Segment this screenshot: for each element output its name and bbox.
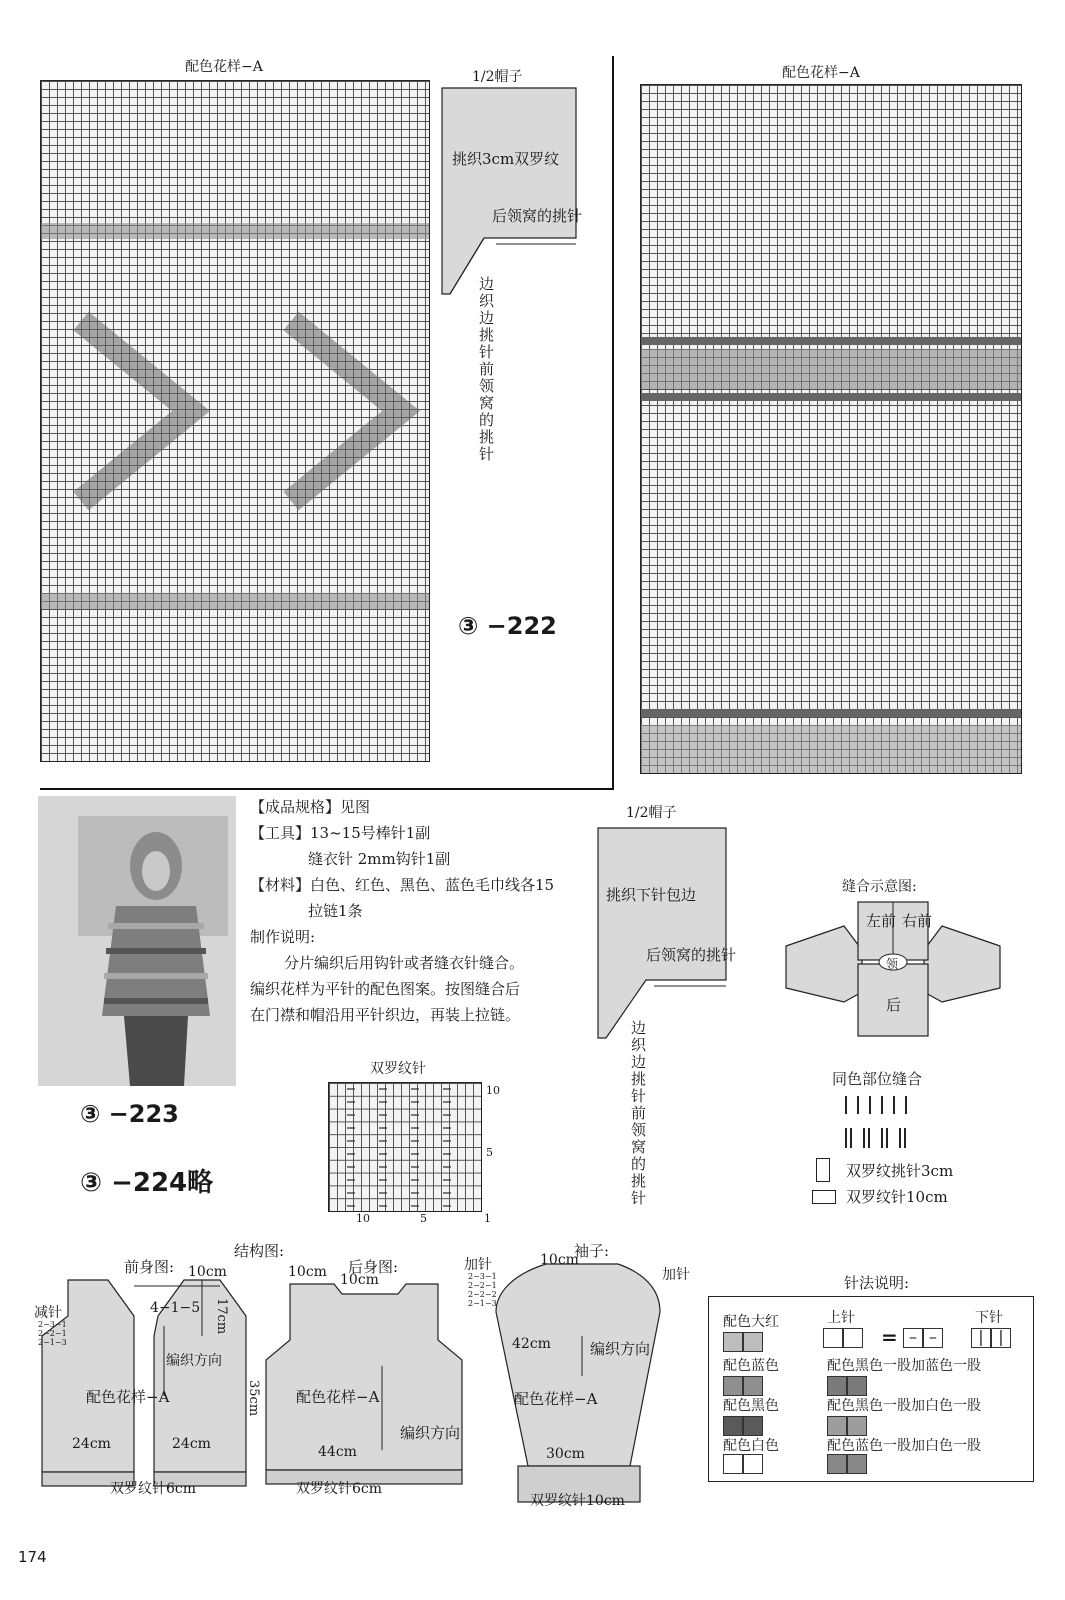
seam-left-front: 左前 <box>866 912 897 930</box>
hood2-label-back: 后领窝的挑针 <box>646 946 737 964</box>
rib-axis-5: 5 <box>420 1212 427 1225</box>
legend-black-white: 配色黑色一股加白色一股 <box>827 1398 981 1414</box>
swatch-buw-b <box>847 1454 867 1474</box>
rib-chart-title: 双罗纹针 <box>370 1061 426 1077</box>
swatch-blue-b <box>743 1376 763 1396</box>
tools-line-2: 缝衣针 2mm钩针1副 <box>308 850 451 868</box>
legend-white-swatch <box>723 1453 763 1474</box>
front-dec: 减针 <box>34 1305 62 1321</box>
sleeve-inc-seq-left <box>468 1272 497 1308</box>
hood-label-side: 边织边挑针前领窝的挑针 <box>477 276 495 463</box>
seam-title: 缝合示意图: <box>842 879 917 895</box>
code-223: ③ −223 <box>80 1100 179 1128</box>
front-neck-w: 10cm <box>188 1264 227 1280</box>
sleeve-rib: 双罗纹针10cm <box>530 1493 625 1509</box>
back-rib: 双罗纹针6cm <box>296 1481 383 1497</box>
legend-blue-white: 配色蓝色一股加白色一股 <box>827 1438 981 1454</box>
seam-neck: 领 <box>886 957 899 971</box>
legend-rib-pick: 双罗纹挑针3cm <box>846 1162 954 1180</box>
swatch-bar-b: | <box>991 1328 1011 1348</box>
front-w-right: 24cm <box>172 1436 211 1452</box>
legend-black-blue-swatch <box>827 1375 867 1396</box>
divider-horizontal <box>40 788 614 790</box>
pattern-left-title: 配色花样−A <box>185 59 263 75</box>
front-neck-h: 17cm <box>214 1298 229 1335</box>
hood-label-back: 后领窝的挑针 <box>492 207 583 225</box>
legend-black-blue: 配色黑色一股加蓝色一股 <box>827 1358 981 1374</box>
legend-blue-white-swatch <box>827 1453 867 1474</box>
pattern-chart-left <box>40 80 430 762</box>
sleeve-top-w: 10cm <box>540 1252 579 1268</box>
legend-box <box>708 1296 1034 1482</box>
swatch-black-a <box>723 1416 743 1436</box>
sleeve-height: 42cm <box>512 1336 551 1352</box>
instructions-line-1: 分片编织后用钩针或者缝衣针缝合。 <box>284 954 525 972</box>
tools-line: 【工具】13~15号棒针1副 <box>250 824 431 842</box>
stripe-5 <box>641 725 1021 773</box>
instructions-title: 制作说明: <box>250 928 316 946</box>
seam-right-front: 右前 <box>902 912 933 930</box>
rib-axis-1: 1 <box>484 1212 491 1225</box>
stripe-2 <box>641 349 1021 389</box>
front-title: 前身图: <box>124 1258 175 1276</box>
swatch-buw-a <box>827 1454 847 1474</box>
legend-blue-swatch <box>723 1375 763 1396</box>
back-neck-a: 10cm <box>288 1264 327 1280</box>
back-height: 35cm <box>246 1380 261 1417</box>
legend-rib-10: 双罗纹针10cm <box>846 1188 948 1206</box>
legend-red-swatch <box>723 1331 763 1352</box>
sleeve-inc-left: 加针 <box>464 1257 492 1273</box>
swatch-white-b <box>743 1454 763 1474</box>
swatch-bb-a <box>827 1376 847 1396</box>
back-width: 44cm <box>318 1444 357 1460</box>
seam-symbols <box>842 1094 922 1152</box>
legend-black: 配色黑色 <box>723 1398 779 1414</box>
instructions-line-3: 在门襟和帽沿用平针织边，再装上拉链。 <box>250 1006 521 1024</box>
structure-title: 结构图: <box>234 1242 285 1260</box>
sleeve-diagram <box>482 1256 682 1510</box>
model-photo <box>38 796 236 1086</box>
swatch-white-a <box>723 1454 743 1474</box>
swatch-knit-b <box>843 1328 863 1348</box>
legend-title: 针法说明: <box>844 1274 910 1292</box>
swatch-dash-b: – <box>923 1328 943 1348</box>
sleeve-direction: 编织方向 <box>590 1340 651 1358</box>
front-dec-seq <box>38 1320 67 1347</box>
pattern-motif-left <box>41 81 429 761</box>
back-title: 后身图: <box>348 1258 399 1276</box>
legend-knit: 上针 <box>827 1310 855 1326</box>
sleeve-inc-seq-l1: 2−3−1 <box>468 1272 497 1281</box>
seam-back: 后 <box>886 996 902 1014</box>
sleeve-width: 30cm <box>546 1446 585 1462</box>
legend-knit-swatch <box>823 1327 863 1348</box>
front-neck-seq: 4−1−5 <box>150 1300 201 1316</box>
front-pattern: 配色花样−A <box>86 1388 170 1406</box>
rib-axis-10: 10 <box>356 1212 370 1225</box>
rib-right-5: 5 <box>486 1146 493 1159</box>
swatch-dash-a: – <box>903 1328 923 1348</box>
back-pattern: 配色花样−A <box>296 1388 380 1406</box>
legend-black-swatch <box>723 1415 763 1436</box>
pattern-right-title: 配色花样−A <box>782 65 860 81</box>
rib-right-10: 10 <box>486 1084 500 1097</box>
legend-rib-10-swatch <box>812 1190 836 1204</box>
stripe-1 <box>641 337 1021 345</box>
spec-line: 【成品规格】见图 <box>250 798 371 816</box>
model-photo-figure <box>38 796 236 1086</box>
sleeve-pattern: 配色花样−A <box>514 1390 598 1408</box>
sleeve-inc-right: 加针 <box>662 1267 690 1283</box>
swatch-blue-a <box>723 1376 743 1396</box>
pattern-chart-right <box>640 84 1022 774</box>
front-rib: 双罗纹针6cm <box>110 1481 197 1497</box>
sleeve-inc-seq-l2: 2−2−1 <box>468 1281 497 1290</box>
legend-purl-swatch <box>971 1327 1011 1348</box>
front-dec-seq-1: 2−3−1 <box>38 1320 67 1329</box>
hood2-label-side: 边织边挑针前领窝的挑针 <box>629 1020 647 1207</box>
code-222: ③ −222 <box>458 612 557 640</box>
front-dec-seq-3: 2−1−3 <box>38 1338 67 1347</box>
front-direction: 编织方向 <box>166 1353 222 1369</box>
hood-diagram <box>436 86 616 306</box>
sleeve-title: 袖子: <box>574 1242 610 1260</box>
swatch-red-a <box>723 1332 743 1352</box>
legend-blue: 配色蓝色 <box>723 1358 779 1374</box>
same-color-seam: 同色部位缝合 <box>832 1070 923 1088</box>
front-dec-seq-2: 2−2−1 <box>38 1329 67 1338</box>
sleeve-inc-seq-l3: 2−2−2 <box>468 1290 497 1299</box>
stripe-3 <box>641 393 1021 401</box>
materials-line: 【材料】白色、红色、黑色、蓝色毛巾线各15 <box>250 876 555 894</box>
legend-purl: 下针 <box>975 1310 1003 1326</box>
swatch-bw-a <box>827 1416 847 1436</box>
hood2-label-edge: 挑织下针包边 <box>606 886 697 904</box>
swatch-bw-b <box>847 1416 867 1436</box>
legend-rib-pick-swatch <box>816 1158 830 1182</box>
legend-red: 配色大红 <box>723 1314 779 1330</box>
sleeve-inc-seq-l4: 2−1−3 <box>468 1299 497 1308</box>
legend-equals: = <box>881 1325 898 1349</box>
hood2-title: 1/2帽子 <box>626 805 677 821</box>
hood2-diagram <box>592 826 732 1042</box>
hood-title: 1/2帽子 <box>472 69 523 85</box>
swatch-bar-a: | <box>971 1328 991 1348</box>
materials-line-2: 拉链1条 <box>308 902 363 920</box>
legend-black-white-swatch <box>827 1415 867 1436</box>
hood-label-rib: 挑织3cm双罗纹 <box>452 150 560 168</box>
legend-purl-dash-swatch <box>903 1327 943 1348</box>
swatch-black-b <box>743 1416 763 1436</box>
stripe-4 <box>641 709 1021 717</box>
rib-chart-marks <box>329 1083 481 1211</box>
legend-white: 配色白色 <box>723 1438 779 1454</box>
front-w-left: 24cm <box>72 1436 111 1452</box>
back-neck-b: 10cm <box>340 1272 379 1288</box>
swatch-bb-b <box>847 1376 867 1396</box>
back-direction: 编织方向 <box>400 1424 461 1442</box>
swatch-red-b <box>743 1332 763 1352</box>
instructions-line-2: 编织花样为平针的配色图案。按图缝合后 <box>250 980 521 998</box>
swatch-knit-a <box>823 1328 843 1348</box>
code-224: ③ −224略 <box>80 1168 214 1198</box>
rib-chart <box>328 1082 482 1212</box>
instructions-block <box>250 794 586 1028</box>
page-number: 174 <box>18 1548 47 1566</box>
